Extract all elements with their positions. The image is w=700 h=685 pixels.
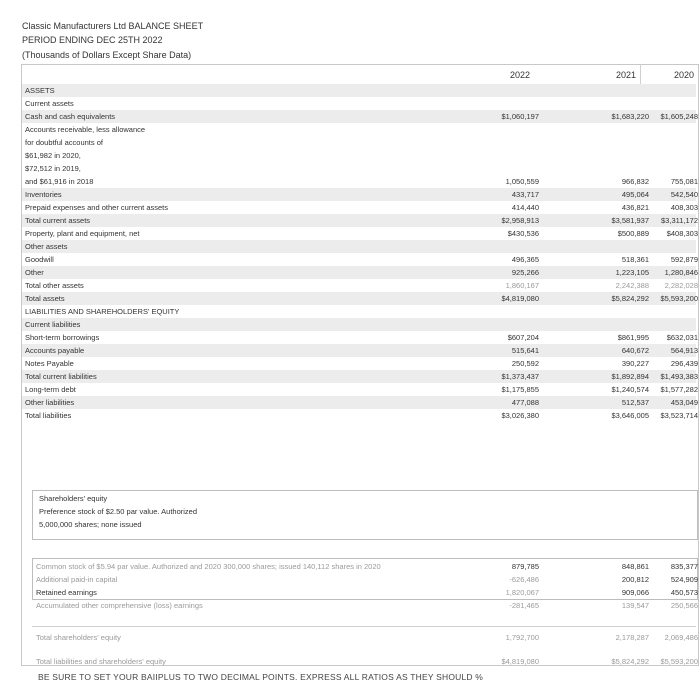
- units-label: (Thousands of Dollars Except Share Data): [22, 50, 192, 60]
- cell-c2: $3,311,172: [661, 216, 698, 225]
- cell-c2: $3,523,714: [660, 411, 698, 420]
- table-row: [22, 344, 696, 357]
- cell-c2: 296,439: [670, 359, 698, 368]
- table-row: [22, 279, 696, 292]
- cell-c1: $1,240,574: [611, 385, 649, 394]
- table-row: [22, 266, 696, 279]
- row-label: Cash and cash equivalents: [25, 112, 116, 121]
- table-row: [22, 175, 696, 188]
- table-row: [22, 84, 696, 97]
- cell-c0: $1,060,197: [501, 112, 539, 121]
- instruction-note: BE SURE TO SET YOUR BAIIPLUS TO TWO DECIMAL POINTS. EXPRESS ALL RATIOS AS THEY SHOULD %: [38, 672, 484, 682]
- cell-c1: 518,361: [621, 255, 649, 264]
- row-label: Total liabilities: [25, 411, 72, 420]
- retained-earnings-row: Retained earnings 1,820,067 909,066 450,573: [36, 588, 698, 597]
- row-label: LIABILITIES AND SHAREHOLDERS' EQUITY: [25, 307, 180, 316]
- cell-c2: 592,879: [670, 255, 698, 264]
- cell-c2: $1,493,383: [660, 372, 698, 381]
- total-liabilities-equity-row: Total liabilities and shareholders' equity $4,819,080 $5,824,292 $5,593,200: [36, 657, 698, 666]
- cell-c2: $1,605,248: [660, 112, 698, 121]
- cell-c0: 1,050,559: [505, 177, 539, 186]
- row-label: Total other assets: [25, 281, 84, 290]
- cell-c2: 564,913: [670, 346, 698, 355]
- cell-c1: $1,683,220: [611, 112, 649, 121]
- table-row: [22, 110, 696, 123]
- row-label: Total current liabilities: [25, 372, 97, 381]
- common-stock-row: Common stock of $5.94 par value. Authorized and 2020 300,000 shares; issued 140,112 shares in 2020 879,785 848,861 835,377: [36, 562, 698, 571]
- total-equity-row: Total shareholders' equity 1,792,700 2,178,287 2,069,486: [36, 633, 698, 642]
- row-label: Notes Payable: [25, 359, 74, 368]
- table-row: [22, 292, 696, 305]
- cell-c0: 496,365: [511, 255, 539, 264]
- cell-c0: 250,592: [511, 359, 539, 368]
- apic-row: Additional paid-in capital -626,486 200,812 524,909: [36, 575, 698, 584]
- table-row: [22, 136, 696, 149]
- row-label: Inventories: [25, 190, 62, 199]
- cell-c0: $1,373,437: [501, 372, 539, 381]
- table-row: [22, 149, 696, 162]
- table-row: [22, 370, 696, 383]
- cell-c1: 2,242,388: [615, 281, 649, 290]
- cell-c1: $3,581,937: [611, 216, 649, 225]
- table-row: [22, 383, 696, 396]
- row-label: Short-term borrowings: [25, 333, 100, 342]
- row-label: $61,982 in 2020,: [25, 151, 81, 160]
- table-row: [22, 123, 696, 136]
- cell-c0: $607,204: [507, 333, 539, 342]
- cell-c1: 640,672: [621, 346, 649, 355]
- row-label: for doubtful accounts of: [25, 138, 103, 147]
- row-label: Current liabilities: [25, 320, 81, 329]
- cell-c0: $430,536: [507, 229, 539, 238]
- cell-c2: $632,031: [666, 333, 698, 342]
- cell-c2: 1,280,846: [664, 268, 698, 277]
- row-label: Other assets: [25, 242, 68, 251]
- row-label: Other liabilities: [25, 398, 75, 407]
- cell-c1: 390,227: [621, 359, 649, 368]
- cell-c2: 755,081: [670, 177, 698, 186]
- preference-stock-label: Preference stock of $2.50 par value. Authorized: [39, 507, 198, 516]
- table-row: [22, 201, 696, 214]
- cell-c0: $3,026,380: [501, 411, 539, 420]
- table-row: [22, 227, 696, 240]
- col-divider: [640, 64, 641, 86]
- row-label: Current assets: [25, 99, 74, 108]
- row-label: Accounts receivable, less allowance: [25, 125, 146, 134]
- row-label: $72,512 in 2019,: [25, 164, 81, 173]
- table-row: [22, 162, 696, 175]
- period-label: PERIOD ENDING DEC 25TH 2022: [22, 35, 163, 45]
- table-row: [22, 318, 696, 331]
- cell-c2: 2,282,028: [664, 281, 698, 290]
- col-2022: 2022: [510, 70, 531, 80]
- table-row: [22, 188, 696, 201]
- cell-c1: $861,995: [617, 333, 649, 342]
- cell-c0: 925,266: [511, 268, 539, 277]
- company-title: Classic Manufacturers Ltd BALANCE SHEET: [22, 21, 204, 31]
- cell-c0: 477,088: [511, 398, 539, 407]
- row-label: Total current assets: [25, 216, 91, 225]
- row-label: Prepaid expenses and other current assets: [25, 203, 169, 212]
- aoci-row: Accumulated other comprehensive (loss) earnings -281,465 139,547 250,566: [36, 601, 698, 610]
- row-label: Long-term debt: [25, 385, 76, 394]
- table-row: [22, 396, 696, 409]
- cell-c1: $500,889: [617, 229, 649, 238]
- cell-c0: 433,717: [511, 190, 539, 199]
- table-row: [22, 97, 696, 110]
- row-label: ASSETS: [25, 86, 55, 95]
- cell-c1: 966,832: [621, 177, 649, 186]
- cell-c1: $1,892,894: [611, 372, 649, 381]
- col-2021: 2021: [616, 70, 637, 80]
- row-label: Other: [25, 268, 44, 277]
- equity-title: Shareholders' equity: [39, 494, 108, 503]
- cell-c0: 414,440: [511, 203, 539, 212]
- cell-c1: $3,646,005: [611, 411, 649, 420]
- cell-c0: $2,958,913: [501, 216, 539, 225]
- cell-c2: $1,577,282: [660, 385, 698, 394]
- cell-c2: 542,540: [670, 190, 698, 199]
- row-label: Accounts payable: [25, 346, 85, 355]
- row-label: and $61,916 in 2018: [25, 177, 94, 186]
- cell-c2: $5,593,200: [660, 294, 698, 303]
- equity-divider: [32, 626, 696, 627]
- cell-c0: 515,641: [511, 346, 539, 355]
- row-label: Property, plant and equipment, net: [25, 229, 140, 238]
- cell-c1: 1,223,105: [615, 268, 649, 277]
- table-row: [22, 305, 696, 318]
- preference-stock-label-2: 5,000,000 shares; none issued: [39, 520, 142, 529]
- cell-c0: $1,175,855: [501, 385, 539, 394]
- cell-c1: 495,064: [621, 190, 649, 199]
- table-row: [22, 331, 696, 344]
- table-row: [22, 214, 696, 227]
- table-row: [22, 409, 696, 422]
- row-label: Goodwill: [25, 255, 54, 264]
- cell-c2: 408,303: [670, 203, 698, 212]
- table-row: [22, 253, 696, 266]
- cell-c2: 453,049: [670, 398, 698, 407]
- cell-c1: $5,824,292: [611, 294, 649, 303]
- cell-c0: $4,819,080: [501, 294, 539, 303]
- cell-c1: 436,821: [621, 203, 649, 212]
- cell-c1: 512,537: [621, 398, 649, 407]
- row-label: Total assets: [25, 294, 65, 303]
- cell-c0: 1,860,167: [505, 281, 539, 290]
- table-row: [22, 240, 696, 253]
- table-row: [22, 357, 696, 370]
- cell-c2: $408,303: [666, 229, 698, 238]
- col-2020: 2020: [674, 70, 695, 80]
